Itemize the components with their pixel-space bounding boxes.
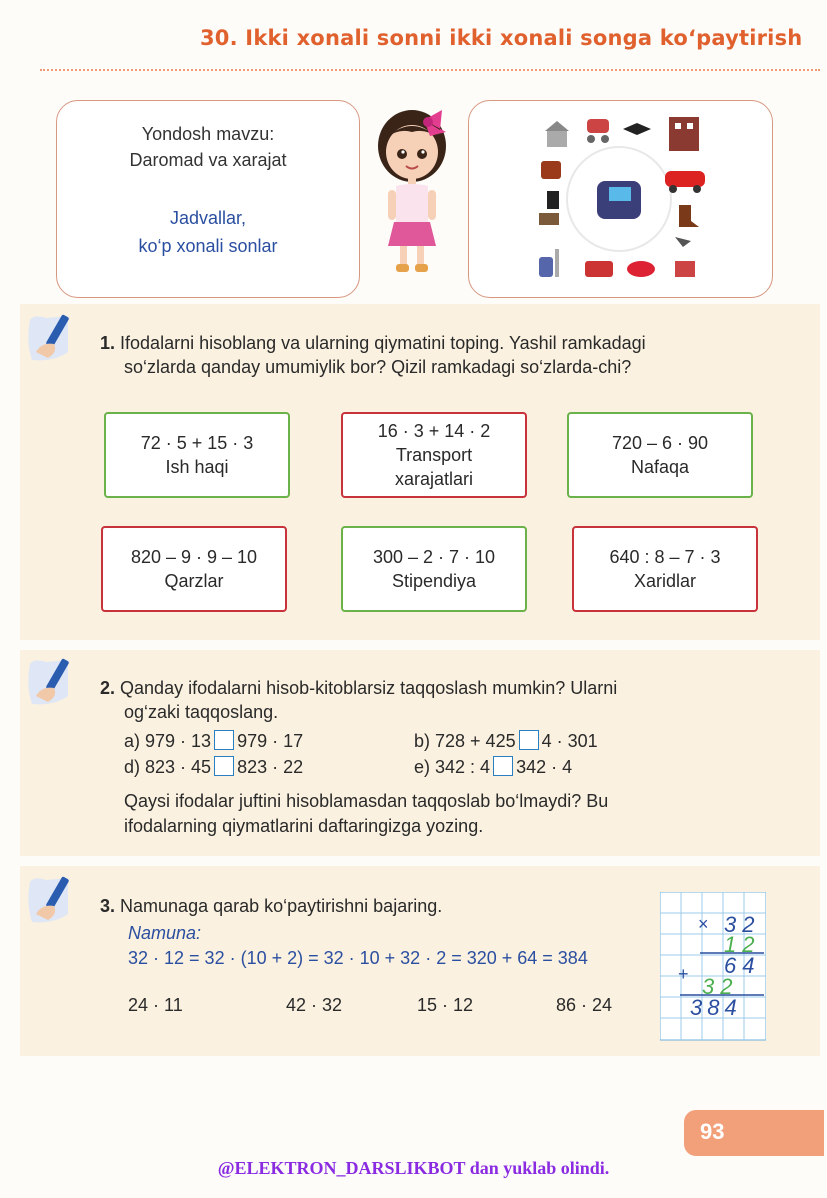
footer-credit: @ELEKTRON_DARSLIKBOT dan yuklab olindi. [217, 1158, 610, 1178]
partial-product-1: 64 [724, 953, 761, 978]
comparison-box[interactable] [493, 756, 513, 776]
expression-label: Transport [395, 445, 473, 465]
result: 384 [690, 995, 742, 1020]
example-text: 32 · 12 = 32 · (10 + 2) = 32 · 10 + 32 · 2 = 320 + 64 = 384 [128, 948, 588, 968]
comparison-e [414, 754, 572, 780]
topic-line-1: Yondosh mavzu: [141, 124, 275, 144]
task-2-text-line-2: og‘zaki taqqoslang. [124, 702, 279, 722]
comparison-a [124, 728, 303, 754]
expression-box-nafaqa [567, 412, 753, 498]
comparison-right: 979 · 17 [237, 731, 304, 751]
page-title: 30. Ikki xonali sonni ikki xonali songa ko‘paytirish [200, 26, 803, 50]
plus-sign: + [678, 964, 689, 984]
exercise-2: 42 · 32 [286, 995, 343, 1015]
exercise-4: 86 · 24 [556, 995, 613, 1015]
times-sign: × [698, 914, 709, 934]
comparison-b [414, 728, 598, 754]
expression-label: Ish haqi [165, 457, 229, 477]
comparison-box[interactable] [519, 730, 539, 750]
finance-pictures-box [468, 100, 773, 298]
topic-box [56, 100, 360, 298]
expression: 820 – 9 · 9 – 10 [130, 547, 258, 567]
task-3-number: 3. [100, 896, 116, 916]
comparison-right: 342 · 4 [516, 757, 573, 777]
comparison-right: 823 · 22 [237, 757, 304, 777]
girl-illustration [362, 106, 462, 278]
partial-product-2: 32 [702, 974, 739, 999]
page-number: 93 [700, 1119, 725, 1144]
exercise-1: 24 · 11 [128, 995, 183, 1015]
expression-box-xaridlar [572, 526, 758, 612]
comparison-right: 4 · 301 [541, 731, 598, 751]
expression-box-transport [341, 412, 527, 498]
expression: 720 – 6 · 90 [611, 433, 709, 453]
title-divider [40, 69, 820, 71]
expression-box-stipendiya [341, 526, 527, 612]
multiplier: 12 [724, 932, 761, 957]
expression-box-qarzlar [101, 526, 287, 612]
multiplicand: 32 [724, 912, 761, 937]
exercise-3: 15 · 12 [417, 995, 474, 1015]
comparison-left: a) 979 · 13 [124, 731, 212, 751]
pencil-hand-icon [24, 656, 74, 710]
expression: 640 : 8 – 7 · 3 [609, 547, 721, 567]
topic-line-3: Jadvallar, [169, 208, 247, 228]
task-2-text-line-1: Qanday ifodalarni hisob-kitoblarsiz taqqoslash mumkin? Ularni [120, 678, 618, 698]
task-2-note-line-1: Qaysi ifodalar juftini hisoblamasdan taqqoslab bo‘lmaydi? Bu [124, 791, 609, 811]
example-label: Namuna: [128, 923, 202, 943]
task-2-note-line-2: ifodalarning qiymatlarini daftaringizga yozing. [124, 816, 484, 836]
task-1-number: 1. [100, 333, 116, 353]
task-1-text-line-2: so‘zlarda qanday umumiylik bor? Qizil ramkadagi so‘zlarda-chi? [124, 357, 632, 377]
expression-box-ish-haqi [104, 412, 290, 498]
pencil-hand-icon [24, 312, 74, 366]
topic-line-4: ko‘p xonali sonlar [138, 236, 278, 256]
expression-label: Qarzlar [164, 571, 224, 591]
comparison-left: b) 728 + 425 [414, 731, 516, 751]
topic-line-2: Daromad va xarajat [129, 150, 287, 170]
task-1-text-line-1: Ifodalarni hisoblang va ularning qiymatini toping. Yashil ramkadagi [120, 333, 646, 353]
expression-label: Stipendiya [391, 571, 477, 591]
task-3-text: Namunaga qarab ko‘paytirishni bajaring. [120, 896, 443, 916]
task-2-number: 2. [100, 678, 116, 698]
comparison-box[interactable] [214, 730, 234, 750]
comparison-left: d) 823 · 45 [124, 757, 212, 777]
comparison-box[interactable] [214, 756, 234, 776]
expression: 72 · 5 + 15 · 3 [140, 433, 254, 453]
finance-items-illustration [469, 101, 772, 297]
pencil-hand-icon [24, 874, 74, 928]
comparison-d [124, 754, 303, 780]
expression: 16 · 3 + 14 · 2 [377, 421, 491, 441]
expression-label: Xaridlar [633, 571, 697, 591]
expression-label: Nafaqa [630, 457, 690, 477]
comparison-left: e) 342 : 4 [414, 757, 491, 777]
expression: 300 – 2 · 7 · 10 [372, 547, 496, 567]
expression-label-2: xarajatlari [394, 469, 474, 489]
